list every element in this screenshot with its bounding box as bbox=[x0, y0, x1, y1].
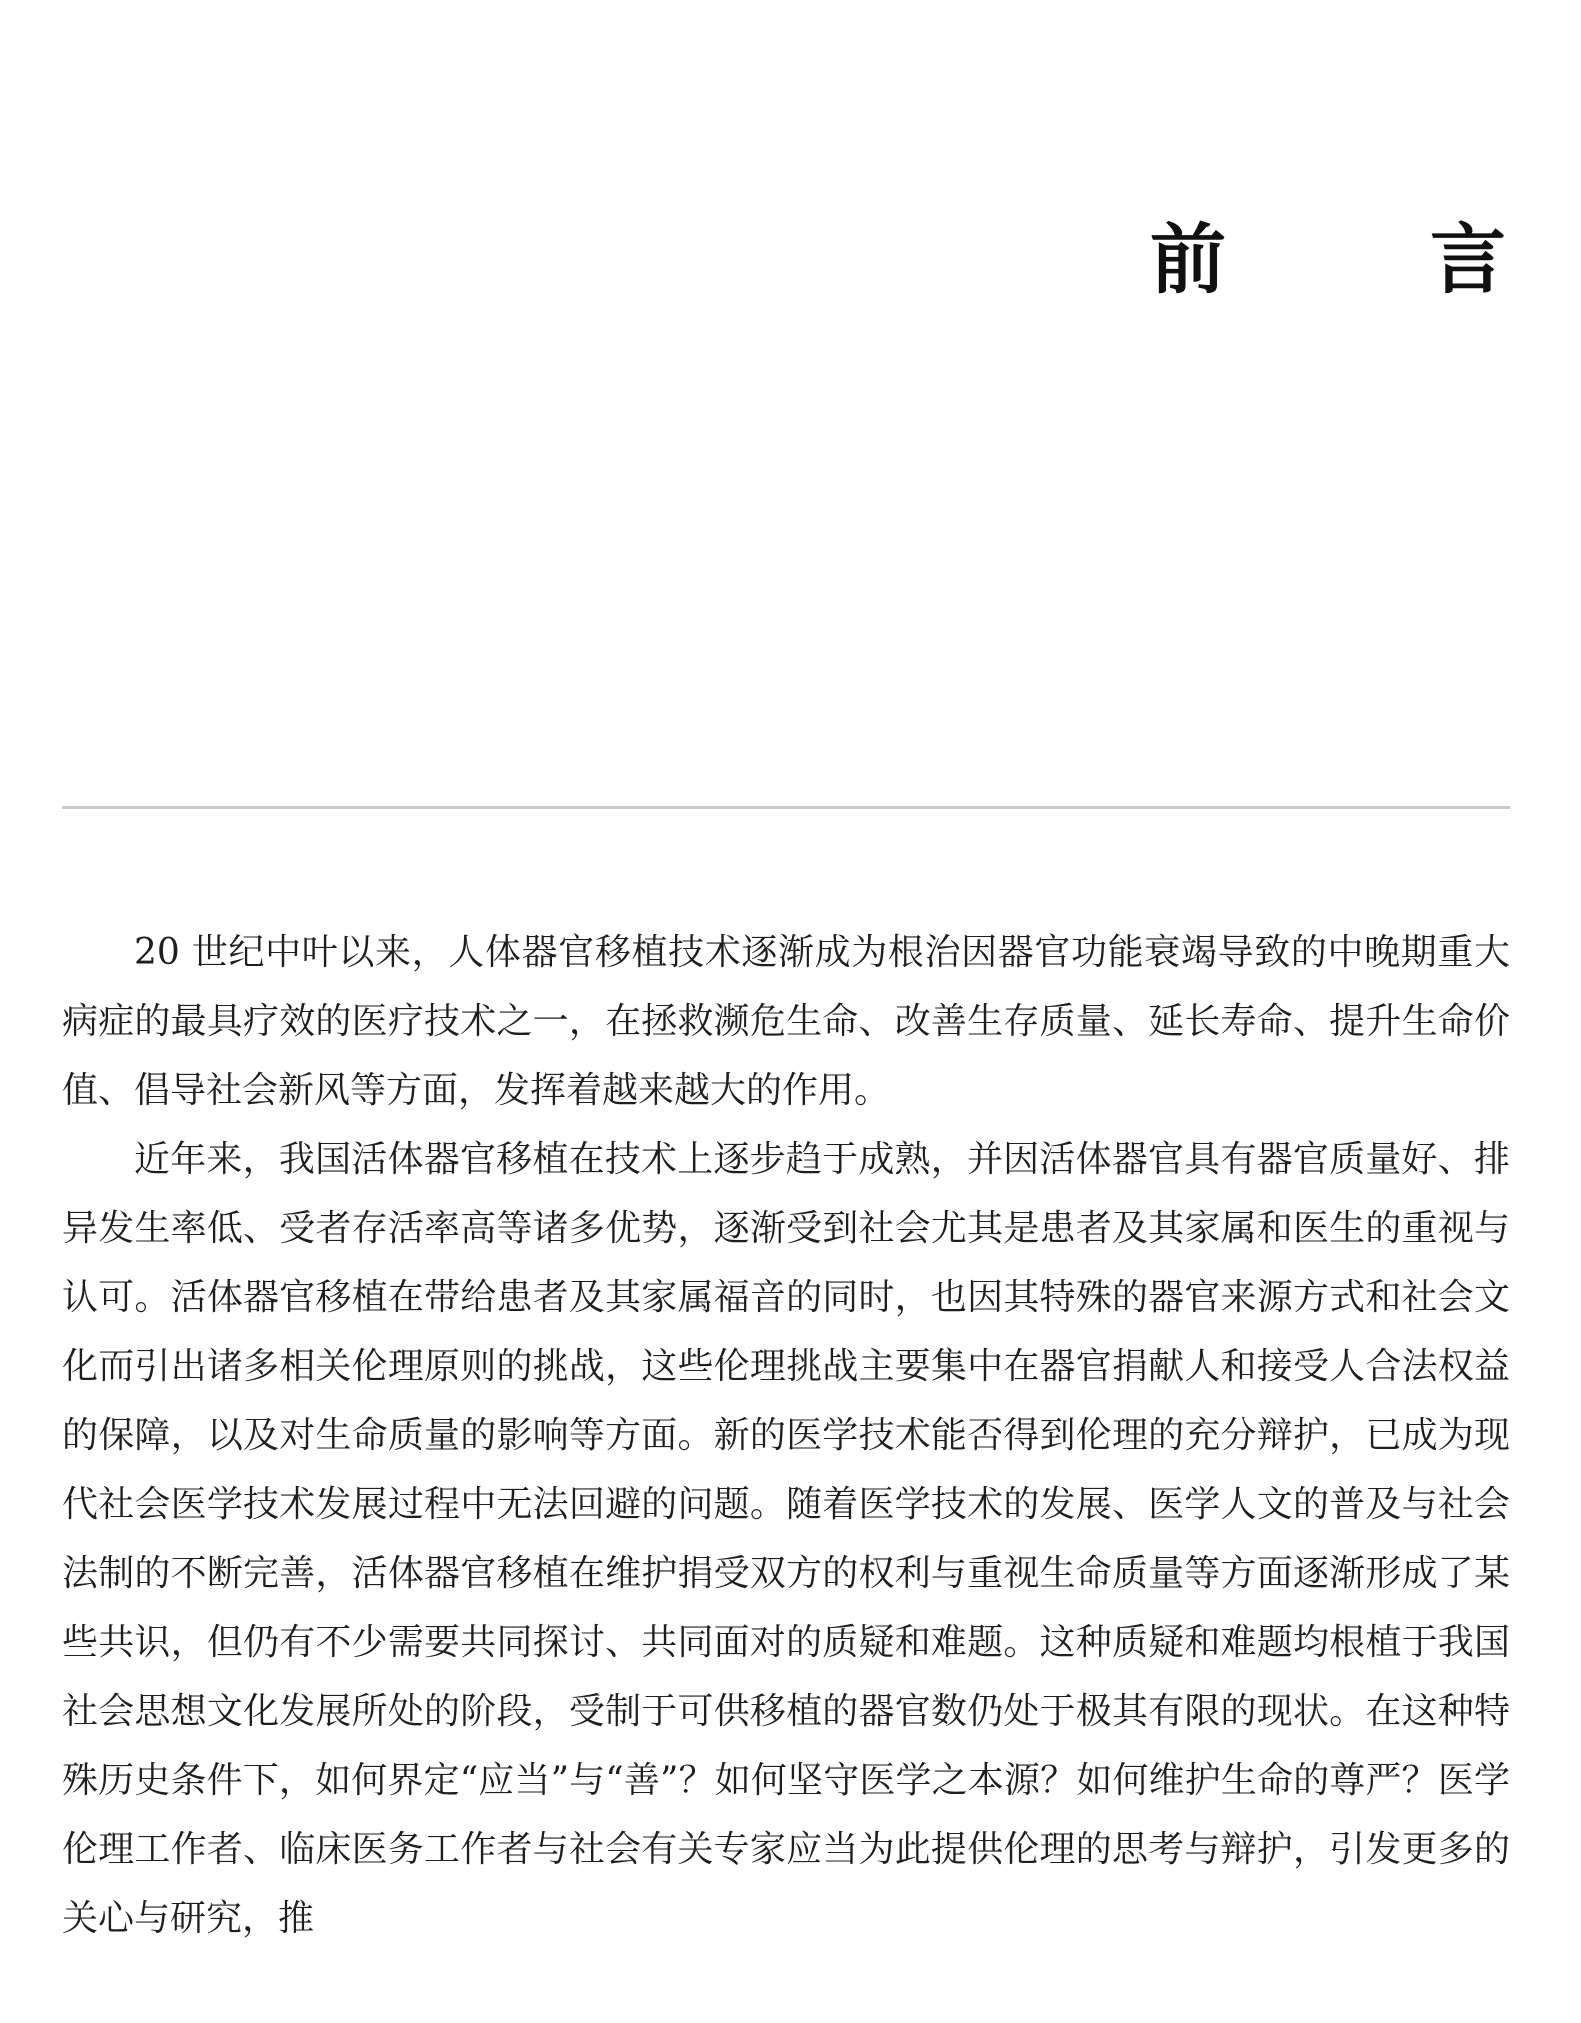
paragraph: 近年来，我国活体器官移植在技术上逐步趋于成熟，并因活体器官具有器官质量好、排异发生率低、受者存活率高等诸多优势，逐渐受到社会尤其是患者及其家属和医生的重视与认可。活体器官移植在带给患者及其家属福音的同时，也因其特殊的器官来源方式和社会文化而引出诸多相关伦理原则的挑战，这些伦理挑战主要集中在器官捐献人和接受人合法权益的保障，以及对生命质量的影响等方面。新的医学技术能否得到伦理的充分辩护，已成为现代社会医学技术发展过程中无法回避的问题。随着医学技术的发展、医学人文的普及与社会法制的不断完善，活体器官移植在维护捐受双方的权利与重视生命质量等方面逐渐形成了某些共识，但仍有不少需要共同探讨、共同面对的质疑和难题。这种质疑和难题均根植于我国社会思想文化发展所处的阶段，受制于可供移植的器官数仍处于极其有限的现状。在这种特殊历史条件下，如何界定“应当”与“善”？如何坚守医学之本源？如何维护生命的尊严？医学伦理工作者、临床医务工作者与社会有关专家应当为此提供伦理的思考与辩护，引发更多的关心与研究，推 bbox=[62, 1139, 1510, 1939]
body-text bbox=[62, 918, 1510, 1953]
paragraph: 20 世纪中叶以来，人体器官移植技术逐渐成为根治因器官功能衰竭导致的中晚期重大病症的最具疗效的医疗技术之一，在拯救濒危生命、改善生存质量、延长寿命、提升生命价值、倡导社会新风等方面，发挥着越来越大的作用。 bbox=[62, 932, 1510, 1111]
divider-rule bbox=[62, 806, 1510, 809]
page-title: 前 言 bbox=[1150, 215, 1570, 304]
